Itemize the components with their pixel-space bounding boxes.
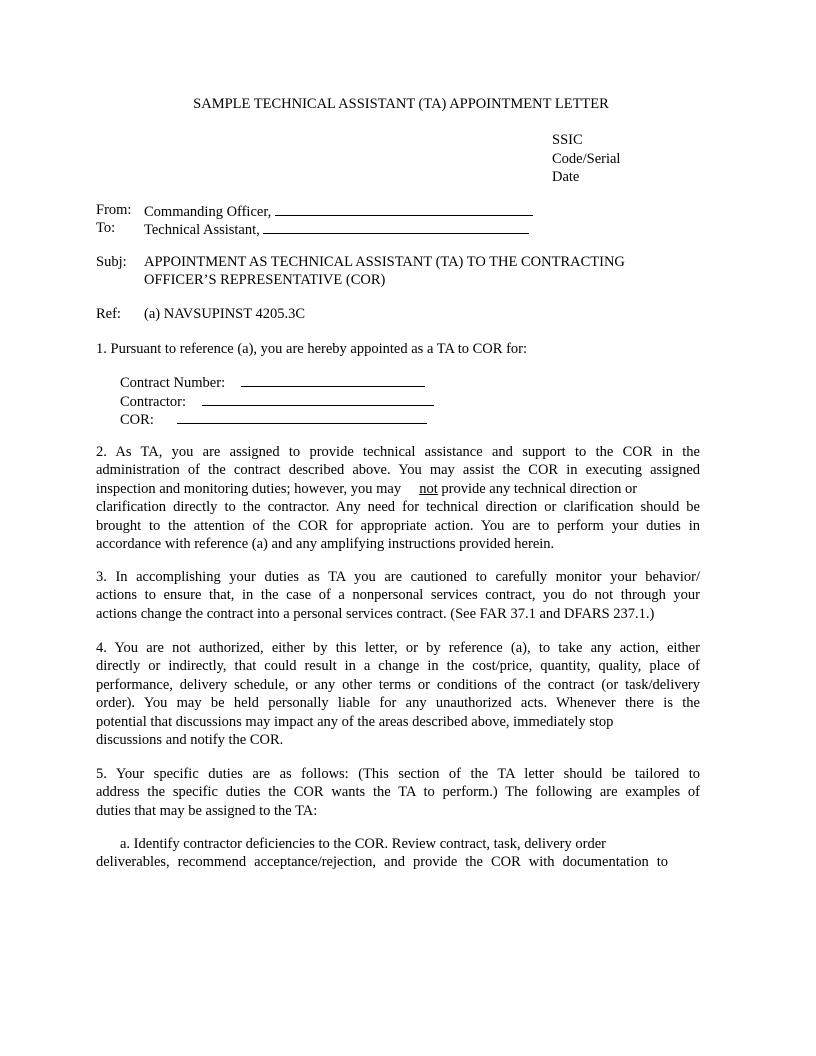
paragraph-3 (96, 568, 700, 623)
ssic-block (552, 131, 620, 187)
document-title: SAMPLE TECHNICAL ASSISTANT (TA) APPOINTMENT LETTER (193, 96, 609, 112)
para2-line (96, 480, 700, 498)
para5-line: duties that may be assigned to the TA: (96, 802, 318, 819)
para2-line3-end: provide any technical direction or (441, 480, 638, 497)
para2-line3-start: inspection and monitoring duties; however, you may (96, 480, 402, 497)
date-label: Date (552, 169, 580, 185)
cor-line (120, 409, 427, 429)
contract-number-line (120, 372, 425, 392)
ssic-label: SSIC (552, 132, 583, 148)
para5-line: 5. Your specific duties are as follows: (This section of the TA letter should be tailored to (96, 766, 700, 782)
para3-line: actions change the contract into a personal services contract. (See FAR 37.1 and DFARS 237.1.) (96, 605, 655, 622)
para2-line: administration of the contract described above. You may assist the COR in executing assigned (96, 462, 700, 479)
to-label: To: (96, 220, 116, 236)
ref-label: Ref: (96, 306, 121, 322)
para5a-line: deliverables, recommend acceptance/rejection, and provide the COR with documentation to (96, 854, 668, 871)
from-label: From: (96, 202, 132, 218)
contractor-label: Contractor: (120, 394, 187, 410)
para1-text: 1. Pursuant to reference (a), you are hereby appointed as a TA to COR for: (96, 341, 528, 357)
code-serial-label: Code/Serial (552, 150, 621, 167)
para4-line: directly or indirectly, that could result in a change in the cost/price, quantity, quality, place of (96, 658, 700, 675)
from-blank (275, 201, 533, 216)
subj-label: Subj: (96, 254, 127, 270)
para5-line: address the specific duties the COR wants the TA to perform.) The following are examples of (96, 784, 700, 801)
contract-number-label: Contract Number: (120, 375, 226, 391)
paragraph-5a (96, 835, 700, 872)
paragraph-2 (96, 443, 700, 553)
para2-line: accordance with reference (a) and any amplifying instructions provided herein. (96, 536, 555, 553)
para3-line: actions to ensure that, in the case of a nonpersonal services contract, you do not through your (96, 587, 700, 604)
para4-line: potential that discussions may impact any of the areas described above, immediately stop (96, 713, 614, 730)
cor-label: COR: (120, 412, 154, 428)
para3-line: 3. In accomplishing your duties as TA you are cautioned to carefully monitor your behavior/ (96, 569, 700, 585)
para4-line: 4. You are not authorized, either by this letter, or by reference (a), to take any action, either (96, 640, 700, 656)
para4-line: discussions and notify the COR. (96, 732, 284, 749)
para5a-line: a. Identify contractor deficiencies to the COR. Review contract, task, delivery order (120, 836, 606, 852)
para2-line: brought to the attention of the COR for appropriate action. You are to perform your duties in (96, 517, 700, 534)
subj-line1: APPOINTMENT AS TECHNICAL ASSISTANT (TA) TO THE CONTRACTING (144, 254, 625, 270)
subj-line2: OFFICER’S REPRESENTATIVE (COR) (144, 272, 386, 288)
para4-line: performance, delivery schedule, or any other terms or conditions of the contract (or task/delivery (96, 676, 700, 693)
to-blank (263, 219, 529, 234)
paragraph-4 (96, 639, 700, 749)
paragraph-5 (96, 765, 700, 820)
contractor-line (120, 391, 434, 411)
para2-line: 2. As TA, you are assigned to provide technical assistance and support to the COR in the (96, 444, 700, 460)
para2-underlined-not: not (419, 480, 438, 497)
contract-number-blank (241, 372, 425, 387)
ref-value: (a) NAVSUPINST 4205.3C (144, 306, 305, 322)
cor-blank (177, 409, 427, 424)
from-value: Commanding Officer, (144, 204, 272, 220)
para2-line: clarification directly to the contractor. Any need for technical direction or clarification should be (96, 499, 700, 516)
para4-line: order). You may be held personally liable for any unauthorized acts. Whenever there is the (96, 695, 700, 712)
to-value: Technical Assistant, (144, 222, 260, 238)
contractor-blank (202, 391, 434, 406)
